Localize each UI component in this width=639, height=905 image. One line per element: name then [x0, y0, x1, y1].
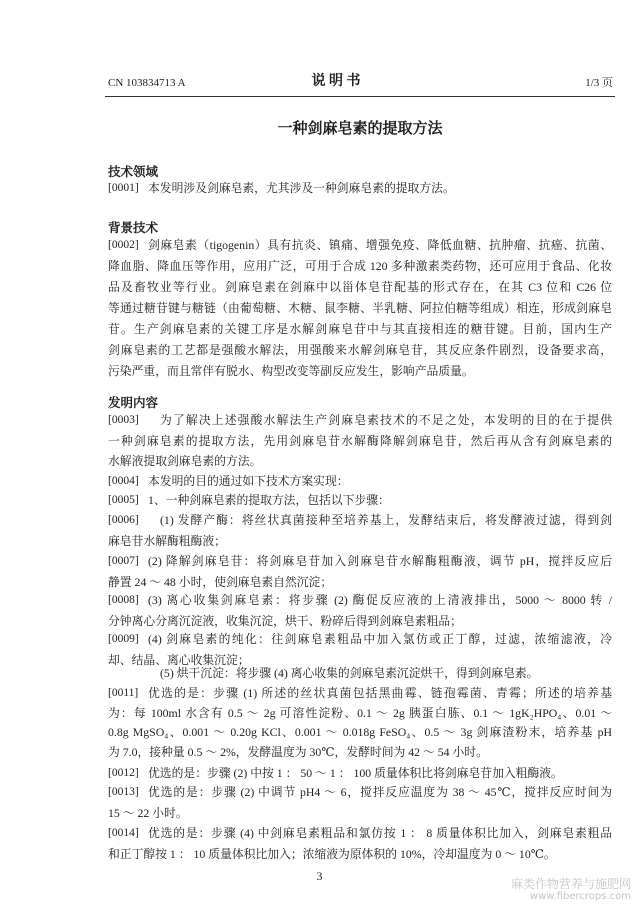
paragraph-number: [0009] — [108, 633, 139, 645]
paragraph-line: 优选的是：步骤 (2) 中按 1 ： 50 ～ 1 ： 100 质量体积比将剑麻皂苷加入粗酶液。 — [148, 766, 563, 780]
paragraph-line: (1) 发酵产酶：将丝状真菌接种至培养基上，发酵结束后，将发酵液过滤，得到剑 — [160, 513, 612, 527]
paragraph-number: [0003] — [108, 414, 139, 426]
paragraph-line: (4) 剑麻皂素的纯化：往剑麻皂素粗品中加入氯仿或正丁醇，过滤，浓缩滤液，冷 — [148, 632, 612, 646]
paragraph-number: [0001] — [108, 182, 139, 194]
paragraph-line: 降血脂、降血压等作用，应用广泛，可用于合成 120 多种激素类药物，还可应用于食品、化妆 — [108, 259, 612, 273]
paragraph-0003 — [108, 410, 612, 472]
page-number: 3 — [316, 869, 323, 883]
paragraph-line: 0.8g MgSO₄、0.001 ～ 0.20g KCl、0.001 ～ 0.018g FeSO₄、0.5 ～ 3g 剑麻渣粉末，培养基 pH — [108, 725, 612, 739]
doc-number: CN 103834713 A — [108, 77, 186, 89]
watermark-site-name: 麻类作物营养与施肥网 — [510, 877, 631, 891]
paragraph-number: [0011] — [108, 687, 139, 699]
paragraph-line: 为了解决上述强酸水解法生产剑麻皂素技术的不足之处，本发明的目的在于提供 — [160, 413, 612, 427]
watermark — [511, 877, 631, 903]
paragraph-line: 1、一种剑麻皂素的提取方法，包括以下步骤： — [148, 493, 390, 507]
paragraph-line: 水解液提取剑麻皂素的方法。 — [108, 454, 262, 468]
paragraph-line: 15 ～ 22 小时。 — [108, 805, 188, 820]
paragraph-0012 — [108, 763, 612, 784]
paragraph-number: [0006] — [108, 514, 139, 526]
paragraph-number: [0002] — [108, 239, 139, 251]
paragraph-number: [0012] — [108, 767, 139, 779]
paragraph-number: [0007] — [108, 555, 139, 567]
paragraph-line: 优选的是：步骤 (1) 所述的丝状真菌包括黑曲霉、链孢霉菌、青霉；所述的培养基 — [148, 686, 612, 700]
paragraph-number: [0014] — [108, 827, 139, 839]
paragraph-line: 静置 24 ～ 48 小时，使剑麻皂素自然沉淀； — [108, 574, 333, 589]
paragraph-number: [0013] — [108, 786, 139, 798]
doc-type-label: 说 明 书 — [311, 74, 361, 89]
paragraph-line: 剑麻皂素（tigogenin）具有抗炎、镇痛、增强免疫、降低血糖、抗肿瘤、抗癌、抗菌、 — [148, 238, 612, 252]
paragraph-line: 一种剑麻皂素的提取方法，先用剑麻皂苷水解酶降解剑麻皂苷，然后再从含有剑麻皂素的 — [108, 433, 612, 448]
paragraph-step-5 — [108, 663, 612, 684]
paragraph-line: 为 7.0，接种量 0.5 ～ 2%，发酵温度为 30℃，发酵时间为 42 ～ 54 小时。 — [108, 744, 488, 759]
paragraph-0005 — [108, 490, 612, 511]
paragraph-line: 麻皂苷水解酶粗酶液； — [108, 533, 226, 548]
section-heading: 技术领域 — [108, 165, 159, 179]
paragraph-line: (5) 烘干沉淀：将步骤 (4) 离心收集的剑麻皂素沉淀烘干，得到剑麻皂素。 — [160, 666, 539, 680]
paragraph-0007 — [108, 551, 612, 592]
watermark-url: www.fibercrops.com — [529, 891, 631, 902]
paragraph-number: [0008] — [108, 594, 139, 606]
paragraph-0013 — [108, 782, 612, 823]
paragraph-line: 苷。生产剑麻皂素的关键工序是水解剑麻皂苷中与其直接相连的糖苷键。目前，国内生产 — [108, 322, 612, 336]
paragraph-line: 品及畜牧业等行业。剑麻皂素在剑麻中以甾体皂苷配基的形式存在，在其 C3 位和 C26 位 — [108, 280, 612, 294]
page-label: 1/3 页 — [585, 77, 613, 89]
paragraph-0011 — [108, 684, 612, 762]
document-title: 一种剑麻皂素的提取方法 — [277, 121, 443, 137]
paragraph-line: 和正丁醇按 1 ： 10 质量体积比加入；浓缩液为原体积的 10%，冷却温度为 0 ～ 10℃。 — [108, 846, 556, 861]
header-rule — [105, 96, 615, 97]
paragraph-0008 — [108, 590, 612, 631]
paragraph-line: 污染严重，而且常伴有脱水、构型改变等副反应发生，影响产品质量。 — [108, 364, 474, 378]
paragraph-line: (2) 降解剑麻皂苷：将剑麻皂苷加入剑麻皂苷水解酶粗酶液，调节 pH，搅拌反应后 — [148, 554, 612, 568]
paragraph-line: 本发明的目的通过如下技术方案实现： — [148, 474, 349, 488]
paragraph-line: 却、结晶、离心收集沉淀； — [108, 652, 250, 667]
paragraph-line: 等通过糖苷键与糖链（由葡萄糖、木糖、鼠李糖、半乳糖、阿拉伯糖等组成）相连，形成剑麻皂 — [108, 301, 612, 315]
paragraph-line: 为：每 100ml 水含有 0.5 ～ 2g 可溶性淀粉、0.1 ～ 2g 胰蛋白胨、0.1 ～ 1gK₂HPO₄、0.01 ～ — [108, 705, 612, 720]
paragraph-0001 — [108, 178, 612, 199]
paragraph-line: 优选的是：步骤 (4) 中剑麻皂素粗品和氯仿按 1 ： 8 质量体积比加入，剑麻皂素粗品 — [148, 826, 612, 840]
paragraph-line: 剑麻皂素的工艺都是强酸水解法，用强酸来水解剑麻皂苷，其反应条件剧烈，设备要求高， — [108, 343, 612, 357]
paragraph-0014 — [108, 823, 612, 864]
paragraph-0004 — [108, 471, 612, 492]
paragraph-line: 优选的是：步骤 (2) 中调节 pH4 ～ 6，搅拌反应温度为 38 ～ 45℃，搅拌反应时间为 — [148, 785, 612, 799]
paragraph-line: (3) 离心收集剑麻皂素：将步骤 (2) 酶促反应液的上清液排出，5000 ～ 8000 转 / — [148, 593, 612, 607]
paragraph-0006 — [108, 510, 612, 551]
paragraph-number: [0004] — [108, 475, 139, 487]
paragraph-0002 — [108, 235, 612, 382]
paragraph-line: 分钟离心分离沉淀液，收集沉淀，烘干、粉碎后得到剑麻皂素粗品； — [108, 613, 462, 628]
paragraph-number: [0005] — [108, 494, 139, 506]
paragraph-line: 本发明涉及剑麻皂素，尤其涉及一种剑麻皂素的提取方法。 — [148, 181, 455, 195]
section-heading: 背景技术 — [108, 221, 159, 235]
section-heading: 发明内容 — [108, 396, 159, 410]
